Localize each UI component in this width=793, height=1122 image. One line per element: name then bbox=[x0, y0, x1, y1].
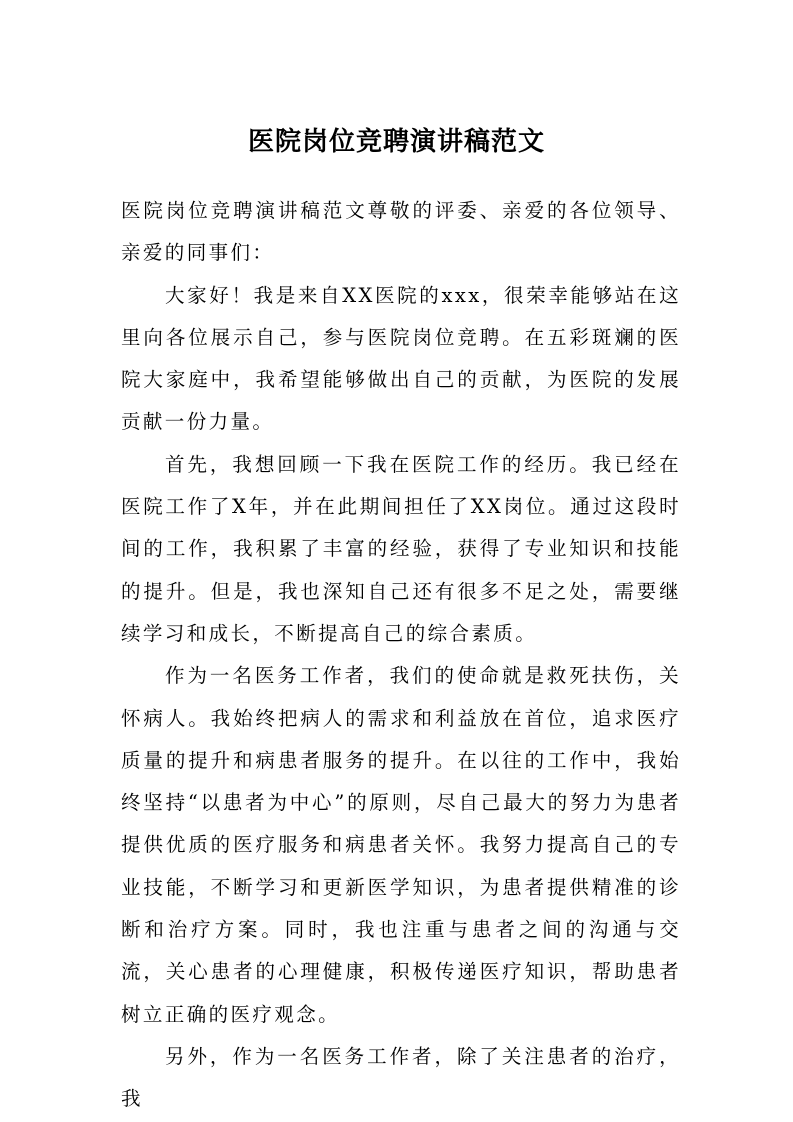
opening-paragraph: 医院岗位竞聘演讲稿范文尊敬的评委、亲爱的各位领导、亲爱的同事们： bbox=[121, 199, 681, 265]
body-paragraph: 大家好！我是来自XX医院的xxx，很荣幸能够站在这里向各位展示自己，参与医院岗位竞聘。在五彩斑斓的医院大家庭中，我希望能够做出自己的贡献，为医院的发展贡献一份力量。 bbox=[121, 283, 681, 434]
body-paragraph: 首先，我想回顾一下我在医院工作的经历。我已经在医院工作了X年，并在此期间担任了XX岗位。通过这段时间的工作，我积累了丰富的经验，获得了专业知识和技能的提升。但是，我也深知自己还有很多不足之处，需要继续学习和成长，不断提高自己的综合素质。 bbox=[121, 452, 681, 645]
document-body bbox=[121, 190, 681, 1121]
body-paragraph: 另外，作为一名医务工作者，除了关注患者的治疗，我 bbox=[121, 1044, 681, 1111]
body-paragraph: 作为一名医务工作者，我们的使命就是救死扶伤，关怀病人。我始终把病人的需求和利益放在首位，追求医疗质量的提升和病患者服务的提升。在以往的工作中，我始终坚持“以患者为中心”的原则，尽自己最大的努力为患者提供优质的医疗服务和病患者关怀。我努力提高自己的专业技能，不断学习和更新医学知识，为患者提供精准的诊断和治疗方案。同时，我也注重与患者之间的沟通与交流，关心患者的心理健康，积极传递医疗知识，帮助患者树立正确的医疗观念。 bbox=[121, 664, 681, 1026]
document-title: 医院岗位竞聘演讲稿范文 bbox=[247, 127, 545, 157]
